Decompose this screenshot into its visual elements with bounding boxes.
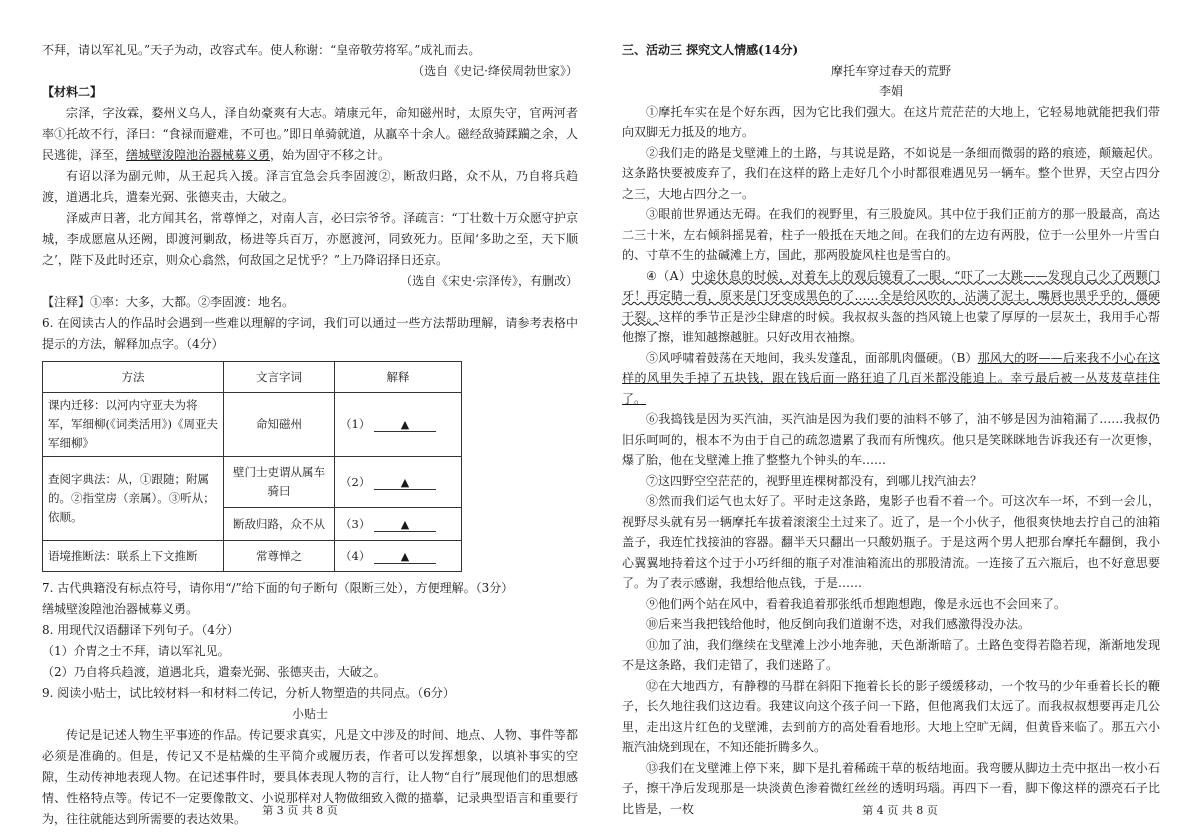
material2-paragraph-3: 泽威声日著，北方闻其名，常尊惮之，对南人言，必曰宗爷爷。泽疏言：“丁壮数十万众愿守护京城，李成愿扈从还阙，即渡河剿敌，杨进等兵百万，亦愿渡河，同致死力。臣闻‘多助之至，天下顺之’，陛下及此时还京，则众心翕然，何敌国之足忧乎？”上乃降诏择日还京。 <box>42 211 578 267</box>
question-8: 8. 用现代汉语翻译下列句子。（4分） <box>42 623 239 637</box>
paragraph-6: ⑥我捣钱是因为买汽油，买汽油是因为我们要的油料不够了，油不够是因为油箱漏了……我叔仍旧乐呵呵的，根本不为由于自己的疏忽遗累了我而有所愧疚。他只是笑眯眯地告诉我还有一次更惨，爆了胎，他在戈壁滩上推了整整九个钟头的车…… <box>622 412 1160 467</box>
question-7-sentence: 缮城壁浚隍池治器械募义勇。 <box>42 602 199 616</box>
section-heading: 三、活动三 探究文人情感(14分) <box>622 43 799 57</box>
paragraph-2: ②我们走的路是戈壁滩上的土路，与其说是路，不如说是一条细而微弱的路的痕迹，颠簸起伏。这条路快要被废弃了，我们在这样的路上走好几个小时都很难遇见另一辆车。整个世界，天空占四分之三，大地占四分之一。 <box>622 145 1160 201</box>
table-header-row <box>43 362 462 393</box>
paragraph-5 <box>622 348 1160 410</box>
triangle-marker: ▲ <box>400 517 410 531</box>
paragraph-9: ⑨他们两个站在风中，看着我追着那张纸币想跑想跑，像是永远也不会回来了。 <box>646 596 1067 611</box>
paragraph-10: ⑩后来当我把钱给他时，他反倒向我们道谢不迭，对我们感激得没办法。 <box>646 617 1031 631</box>
phrase-cell: 壁门士吏谓从属车骑曰 <box>224 457 335 508</box>
answer-blank[interactable] <box>374 518 436 532</box>
table-row <box>43 393 462 457</box>
page-footer-left: 第 3 页 共 8 页 <box>262 804 338 817</box>
p5-text: ⑤风呼啸着鼓荡在天地间，我头发蓬乱，面部肌肉僵硬。（B） <box>646 350 978 365</box>
material2-paragraph-1 <box>42 103 578 166</box>
right-page <box>600 0 1200 832</box>
question-8-item-1: （1）介胄之士不拜，请以军礼见。 <box>42 644 230 658</box>
method-cell: 语境推断法：联系上下文推断 <box>43 541 224 572</box>
paragraph-8 <box>622 491 1160 594</box>
method-table <box>42 361 462 572</box>
triangle-marker: ▲ <box>400 418 410 431</box>
paragraph-4 <box>622 266 1160 348</box>
m2-p1-text: 宗泽，字汝霖，婺州义乌人，泽自幼豪爽有大志。靖康元年，命知磁州时，太原失守，官两河者率①托故不行，泽曰：“食禄而避难，不可也。”即日单骑就道，从羸卒十余人。磁经敌骑蹂躏之余，人民逃徙，泽至， <box>42 106 578 162</box>
answer-number: （2） <box>340 474 371 489</box>
source-citation-2: （选自《宋史·宗泽传》，有删改） <box>400 274 578 288</box>
triangle-marker: ▲ <box>400 549 410 563</box>
tip-body: 传记是记述人物生平事迹的作品。传记要求真实，凡是文中涉及的时间、地点、人物、事件等都必须是准确的。但是，传记又不是枯燥的生平简介或履历表，作者可以发挥想象，以填补事实的空隙，生动传神地表现人物。在记述事件时，要具体表现人物的言行，让人物“自行”展现他们的思想感情、性格特点等。传记不一定要像散文、小说那样对人物做细致入微的描摹，记录典型语言和重要行为，往往就能达到所需要的表达效果。 <box>42 728 578 826</box>
question-8-item-2: （2）乃自将兵趋渡，道遇北兵，遣秦光弼、张德夹击，大破之。 <box>42 665 386 679</box>
table-row <box>43 541 462 572</box>
answer-blank[interactable] <box>374 550 436 564</box>
p4-rest: 这样的季节正是沙尘肆虐的时候。我叔叔头盔的挡风镜上也蒙了厚厚的一层灰土，我用手心帮他擦了擦，谁知越擦越脏。只好改用衣袖擦。 <box>622 309 1160 344</box>
p5-underlined: 那风大的呀——后来我不小心在这样的风里失手掉了五块钱，跟在钱后面一路狂追了几百米都没能追上。幸亏最后被一丛芨芨草挂住了。 <box>622 350 1160 406</box>
question-6: 6. 在阅读古人的作品时会遇到一些难以理解的字词，我们可以通过一些方法帮助理解，请参考表格中提示的方法，解释加点字。（4分） <box>42 316 578 351</box>
notes: 【注释】①率：大多，大都。②李固渡：地名。 <box>42 295 295 309</box>
table-row <box>43 457 462 508</box>
page-footer-right: 第 4 页 共 8 页 <box>862 804 938 817</box>
material1-tail: 不拜，请以军礼见。”天子为动，改容式车。使人称谢：“皇帝敬劳将军。”成礼而去。 <box>42 43 481 57</box>
phrase-cell: 断敌归路，众不从 <box>224 508 335 541</box>
phrase-cell: 常尊惮之 <box>224 541 335 572</box>
tip-title: 小贴士 <box>291 707 328 721</box>
paragraph-1: ①摩托车实在是个好东西，因为它比我们强大。在这片荒茫茫的大地上，它轻易地就能把我们带向双脚无力抵及的地方。 <box>622 104 1160 139</box>
triangle-marker: ▲ <box>400 475 410 489</box>
paragraph-7: ⑦这四野空空茫茫的，视野里连棵树都没有，到哪儿找汽油去？ <box>646 473 983 488</box>
paragraph-12: ⑫在大地西方，有静穆的马群在斜阳下拖着长长的影子缓缓移动，一个牧马的少年垂着长长的鞭子，长久地往我们这边看。我建议向这个孩子问一下路，但他离我们太远了。而我叔叔想要再走几公里，走出这片红色的戈壁滩，去到前方的高处看看地形。大地上空旷无阔，但黄昏来临了。那五六小瓶汽油烧到现在，不知还能折腾多久。 <box>622 678 1160 754</box>
answer-cell <box>335 541 462 572</box>
question-7: 7. 古代典籍没有标点符号，请你用“/”给下面的句子断句（限断三处），方便理解。（3分） <box>42 581 514 595</box>
p8-end: 于是…… <box>814 576 863 590</box>
answer-number: （4） <box>340 548 371 563</box>
m2-p1-end: ，始为固守不移之计。 <box>270 148 391 162</box>
method-cell: 课内迁移：以河内守亚夫为将军，军细柳(《词类活用》)《周亚夫军细柳》 <box>43 393 224 457</box>
method-cell: 查阅字典法：从，①跟随；附属的。②指堂房（亲属）。③听从；依顺。 <box>43 457 224 541</box>
table-header-explanation: 解释 <box>335 362 462 393</box>
source-citation-1: （选自《史记·绛侯周勃世家》） <box>412 64 578 78</box>
paragraph-13: ⑬我们在戈壁滩上停下来，脚下是扎着稀疏干草的板结地面。我弯腰从脚边土壳中抠出一枚小石子，擦干净后发现那是一块淡黄色渗着微红丝丝的透明玛瑙。再四下一看，脚下像这样的漂亮石子比比皆是，一枚 <box>622 760 1160 816</box>
answer-cell <box>335 457 462 508</box>
m2-p1-underlined: 缮城壁浚隍池治器械募义勇 <box>126 148 271 162</box>
phrase-cell: 命知磁州 <box>224 393 335 457</box>
question-9: 9. 阅读小贴士，试比较材料一和材料二传记，分析人物塑造的共同点。（6分） <box>42 686 455 700</box>
table-header-method: 方法 <box>43 362 224 393</box>
answer-cell <box>335 393 462 457</box>
answer-blank[interactable] <box>374 418 436 432</box>
table-header-phrase: 文言字词 <box>224 362 335 393</box>
answer-number: （1） <box>340 417 371 431</box>
material2-paragraph-2: 有诏以泽为副元帅，从王起兵入援。泽言宜急会兵李固渡②，断敌归路，众不从，乃自将兵趋渡，道遇北兵，遣秦光弼、张德夹击，大破之。 <box>42 169 578 204</box>
material2-label: 【材料二】 <box>42 85 103 99</box>
p4-label: ④（A） <box>646 268 692 283</box>
paragraph-3: ③眼前世界通达无碍。在我们的视野里，有三股旋风。其中位于我们正前方的那一股最高，高达二三十米，左右倾斜摇晃着，柱子一般抵在天地之间。在我们的左边有两股，位于一公里外一片雪白的、寸草不生的盐碱滩上方，国此，那两股旋风柱也是雪白的。 <box>622 207 1160 262</box>
p8-text: ⑧然而我们运气也太好了。平时走这条路，鬼影子也看不着一个。可这次车一坏，不到一会儿，视野尽头就有另一辆摩托车拔着滚滚尘土过来了。近了，是一个小伙子，他很爽快地去拧自己的油箱盖子，我连忙找接油的容器。翻半天只翻出一只酸奶瓶子。于是这两个男人把那台摩托车翻倒，我小心翼翼地持着这个过于小巧纤细的瓶子对准油箱流出的那股清流。一连接了五六瓶后，也不好意思要了。为了表示感谢，我想给他点钱， <box>622 494 1160 590</box>
answer-blank[interactable] <box>374 476 436 490</box>
answer-number: （3） <box>340 516 371 531</box>
paragraph-11: ⑪加了油，我们继续在戈壁滩上沙小地奔驰，天色渐渐暗了。土路色变得若隐若现，渐渐地发现不是这条路，我们走错了，我们迷路了。 <box>622 637 1160 672</box>
answer-cell <box>335 508 462 541</box>
p4-wavy-underlined: 中途休息的时候，对着车上的观后镜看了一眼，“吓了一大跳——发现自己少了两颗门牙！再定睛一看，原来是门牙变成黑色的了……全是给风吹的，沾满了泥土，嘴唇也黑乎乎的，僵硬干裂。 <box>622 268 1160 324</box>
article-title: 摩托车穿过春天的荒野 <box>830 63 951 78</box>
article-author: 李娟 <box>878 84 903 98</box>
